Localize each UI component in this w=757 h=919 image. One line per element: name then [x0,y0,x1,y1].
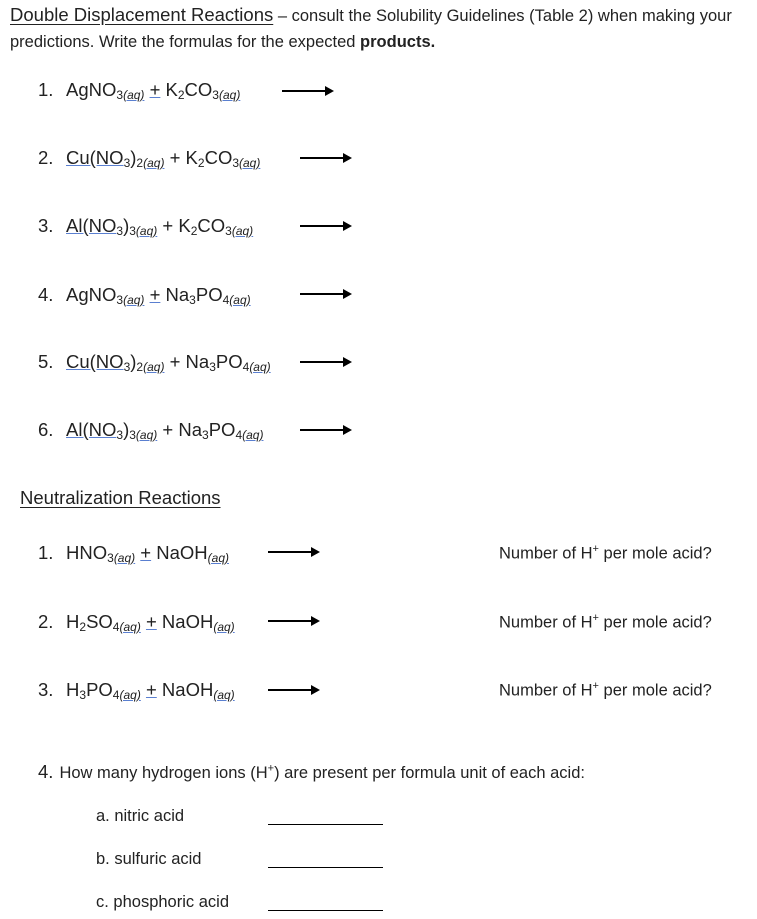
arrow-neutralization-1 [268,551,318,553]
answer-blank-nitric-acid[interactable] [268,824,383,825]
question-4: 4. How many hydrogen ions (H+) are present per formula unit of each acid: [38,761,585,782]
arrow-reaction-4 [300,293,350,295]
neutralization-1: 1. $HNO_3(aq)$ + NaOH(aq) [38,542,229,565]
question-4b-label: b. sulfuric acid [96,850,202,868]
answer-blank-sulfuric-acid[interactable] [268,867,383,868]
hplus-question-2: Number of H+ per mole acid? [499,612,712,632]
arrow-reaction-2 [300,157,350,159]
instructions [10,2,750,55]
arrow-reaction-3 [300,225,350,227]
hplus-question-3: Number of H+ per mole acid? [499,680,712,700]
instruction-text: – consult the Solubility Guidelines (Table 2) when making your predictions. Write the formulas for the expected [10,7,732,51]
reaction-2: 2. $Cu(NO_3)_2(aq) + K_2CO_3(aq)$ [38,147,261,170]
arrow-neutralization-2 [268,620,318,622]
question-4c-label: c. phosphoric acid [96,893,229,911]
reaction-5: 5. $Cu(NO_3)_2(aq) + Na_3PO_4(aq)$ [38,351,271,374]
reaction-1: 1. AgNO$_3$(aq) + $K_2CO_3(aq)$ [38,79,241,102]
reaction-4: 4. AgNO$_3$(aq) + $Na_3PO_4(aq)$ [38,284,251,307]
question-4a-label: a. nitric acid [96,807,185,825]
section-heading-neutralization: Neutralization Reactions [20,487,221,508]
answer-blank-phosphoric-acid[interactable] [268,910,383,911]
hplus-question-1: Number of H+ per mole acid? [499,543,712,563]
arrow-reaction-6 [300,429,350,431]
reaction-6: 6. $Al(NO_3)_3(aq) + Na_3PO_4(aq)$ [38,419,264,442]
instruction-bold: products. [360,33,436,51]
arrow-reaction-5 [300,361,350,363]
reaction-3: 3. $Al(NO_3)_3(aq) + K_2CO_3(aq)$ [38,215,254,238]
arrow-neutralization-3 [268,689,318,691]
section-heading-double-displacement: Double Displacement Reactions [10,4,274,25]
neutralization-3: 3. $H_3PO_4(aq)$ + NaOH(aq) [38,679,235,702]
arrow-reaction-1 [282,90,332,92]
neutralization-2: 2. $H_2SO_4(aq)$ + NaOH(aq) [38,611,235,634]
